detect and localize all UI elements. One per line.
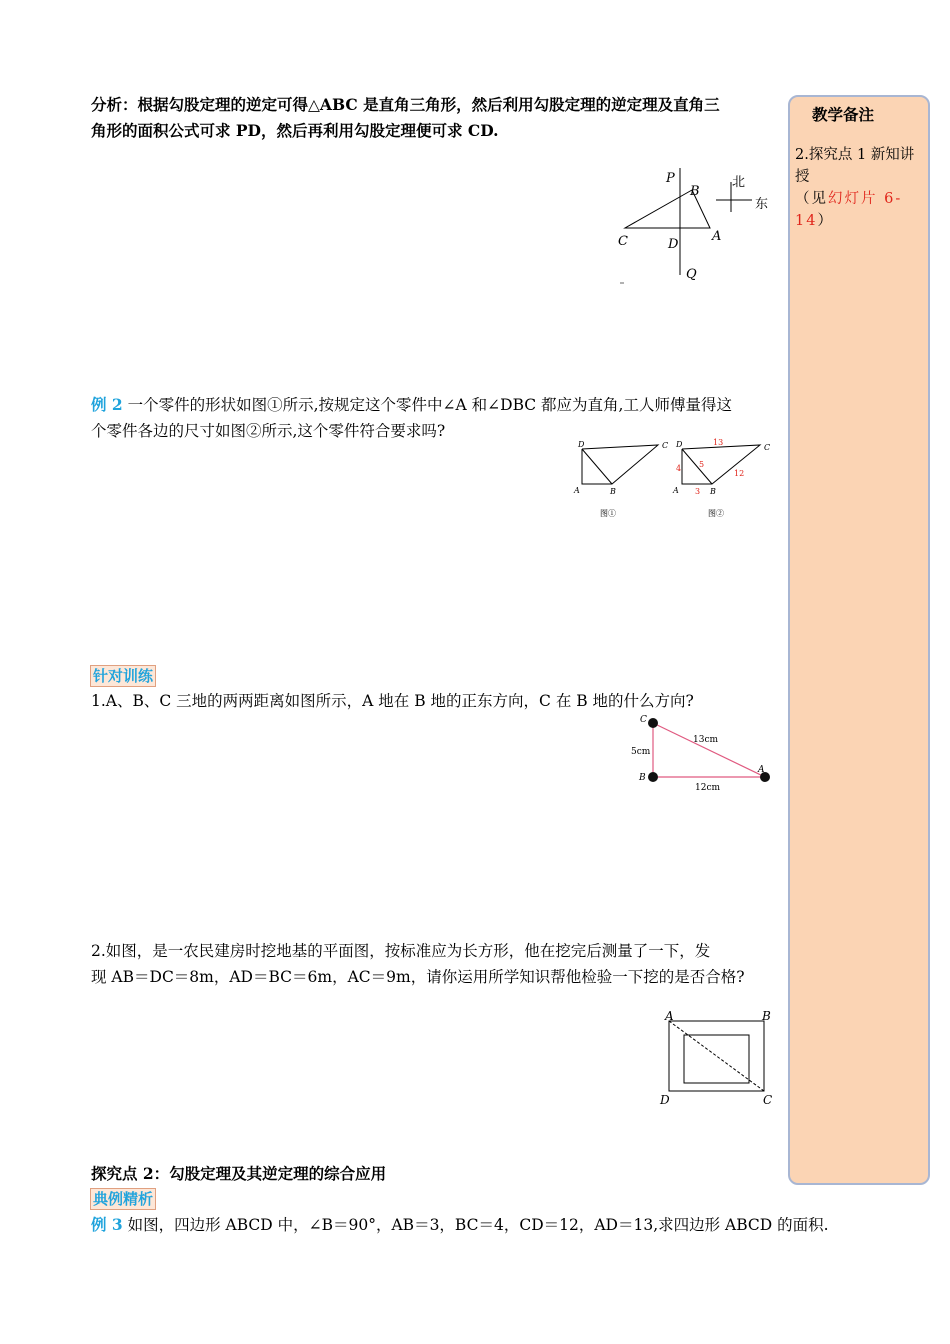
fig2-left-a: A [574, 486, 580, 495]
fig2-len-4: 4 [676, 464, 682, 473]
fig3-len-bc: 5cm [631, 747, 651, 757]
fig3-label-c: C [640, 715, 647, 725]
fig4-label-b: B [762, 1009, 771, 1023]
analysis-label: 分析： [91, 95, 138, 114]
fig3-len-ba: 12cm [695, 783, 721, 793]
label-d: D [668, 237, 679, 252]
part-shape-1-diagonal [582, 449, 612, 484]
point-c [648, 718, 658, 728]
training-question-1: 1.A、B、C 三地的两两距离如图所示，A 地在 B 地的正东方向，C 在 B 地的什么方向? [91, 692, 694, 710]
fig2-len-13: 13 [713, 438, 724, 447]
label-q: Q [686, 267, 697, 282]
training-tag-wrap [90, 665, 156, 687]
example2-line-2: 个零件各边的尺寸如图②所示,这个零件符合要求吗? [91, 422, 446, 440]
training-question-2-line-2: 现 AB＝DC＝8m，AD＝BC＝6m，AC＝9m，请你运用所学知识帮他检验一下挖的是否合格? [91, 968, 745, 986]
fig2-left-d: D [578, 440, 585, 449]
segment-ca [653, 723, 765, 777]
label-a: A [712, 229, 722, 244]
figure-foundation-plan [655, 1005, 780, 1110]
sidebar-line-2: （见幻灯片 6-14） [795, 191, 903, 229]
example2-label: 例 2 [91, 395, 123, 414]
sidebar-line-1: 2.探究点 1 新知讲授 [795, 147, 915, 185]
figure-triangle-compass [610, 160, 780, 290]
fig2-caption-2: 图② [708, 509, 724, 518]
part-shape-1 [582, 445, 658, 484]
fig2-len-3: 3 [695, 487, 701, 496]
fig2-left-b: B [610, 487, 616, 496]
section2-tag: 典例精析 [90, 1188, 156, 1210]
example3-label: 例 3 [91, 1215, 123, 1234]
part-shape-2-diagonal [682, 449, 712, 484]
example2-line-1: 例 2 一个零件的形状如图①所示,按规定这个零件中∠A 和∠DBC 都应为直角,工人师傅量得这 [91, 395, 732, 414]
label-east: 东 [755, 197, 769, 212]
label-b: B [690, 184, 700, 199]
inner-rectangle [684, 1035, 749, 1083]
fig2-caption-1: 图① [600, 509, 616, 518]
analysis-line-2: 角形的面积公式可求 PD，然后再利用勾股定理便可求 CD. [91, 121, 499, 140]
fig3-label-b: B [639, 773, 646, 783]
analysis-line-1: 分析：根据勾股定理的逆定可得△ABC 是直角三角形，然后利用勾股定理的逆定理及直角三 [91, 95, 720, 114]
diagonal-ac [669, 1021, 764, 1091]
fig2-right-a: A [673, 486, 679, 495]
point-b [648, 772, 658, 782]
label-c: C [618, 234, 628, 249]
fig2-len-5: 5 [699, 460, 705, 469]
training-tag: 针对训练 [90, 665, 156, 687]
figure-part-shapes [570, 436, 780, 522]
fig2-len-12: 12 [734, 469, 745, 478]
training-question-2 [91, 938, 781, 990]
fig4-label-a: A [665, 1009, 674, 1023]
teaching-notes-sidebar [788, 95, 930, 1185]
fig2-left-c: C [662, 441, 669, 450]
label-p: P [666, 171, 675, 186]
part-shape-2 [682, 445, 760, 484]
fig4-label-c: C [763, 1093, 773, 1107]
analysis-paragraph [91, 92, 771, 144]
slide-reference: 幻灯片 6-14 [795, 191, 903, 229]
fig2-right-b: B [710, 487, 716, 496]
sidebar-body [795, 144, 925, 232]
section2-title: 探究点 2：勾股定理及其逆定理的综合应用 [91, 1164, 387, 1183]
fig2-right-c: C [764, 443, 771, 452]
section2-tag-wrap [90, 1188, 156, 1210]
figure-three-places [625, 712, 775, 796]
example3-text: 如图，四边形 ABCD 中，∠B＝90°，AB＝3，BC＝4，CD＝12，AD＝13,求四边形 ABCD 的面积. [127, 1216, 829, 1234]
fig3-label-a: A [758, 765, 765, 775]
example3-paragraph [91, 1212, 851, 1238]
sidebar-title: 教学备注 [812, 105, 875, 124]
training-question-2-line-1: 2.如图，是一农民建房时挖地基的平面图，按标准应为长方形，他在挖完后测量了一下，发 [91, 942, 711, 960]
fig3-len-ca: 13cm [693, 735, 719, 745]
fig4-label-d: D [660, 1093, 670, 1107]
label-north: 北 [732, 175, 746, 190]
fig2-right-d: D [676, 440, 683, 449]
